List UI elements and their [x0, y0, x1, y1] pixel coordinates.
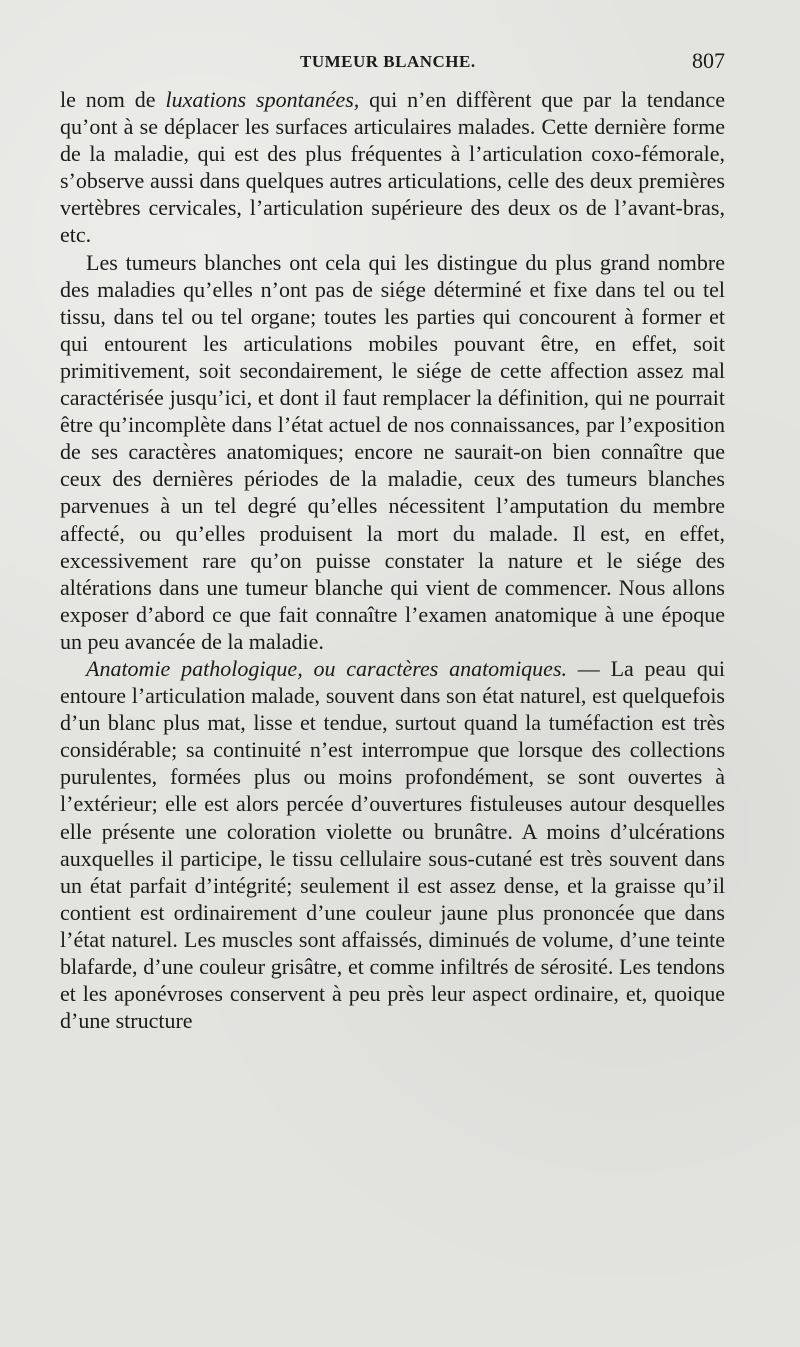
paragraph-3-text: — La peau qui entoure l’articulation malade, souvent dans son état naturel, est quelquefois d’un blanc plus mat, lisse et tendue, surtout quand la tuméfaction est très considérable; sa continuité n’est interrompue que lorsque des collections purulentes, formées plus ou moins profondément, se sont ouvertes à l’extérieur; elle est alors percée d’ouvertures fistuleuses autour desquelles elle présente une coloration violette ou brunâtre. A moins d’ulcérations auxquelles il participe, le tissu cellulaire sous-cutané est très souvent dans un état parfait d’intégrité; seulement il est assez dense, et la graisse qu’il contient est ordinairement d’une couleur jaune plus prononcée que dans l’état naturel. Les muscles sont affaissés, diminués de volume, d’une teinte blafarde, d’une couleur grisâtre, et comme infiltrés de sérosité. Les tendons et les aponévroses conservent à peu près leur aspect ordinaire, et, quoique d’une structure [60, 655, 725, 1034]
page-header [60, 48, 725, 82]
paragraph-3 [60, 655, 725, 1034]
body-text [60, 86, 725, 1034]
paragraph-1-term: luxations spontanées, [165, 87, 360, 112]
paragraph-1 [60, 86, 725, 249]
paragraph-2: Les tumeurs blanches ont cela qui les distingue du plus grand nombre des maladies qu’elles n’ont pas de siége déterminé et fixe dans tel ou tel tissu, dans tel ou tel organe; toutes les parties qui concourent à former et qui entourent les articulations mobiles pouvant être, en effet, soit primitivement, soit secondairement, le siége de cette affection assez mal caractérisée jusqu’ici, et dont il faut remplacer la définition, qui ne pourrait être qu’incomplète dans l’état actuel de nos connaissances, par l’exposition de ses caractères anatomiques; encore ne saurait-on bien connaître que ceux des dernières périodes de la maladie, ceux des tumeurs blanches parvenues à un tel degré qu’elles nécessitent l’amputation du membre affecté, ou qu’elles produisent la mort du malade. Il est, en effet, excessivement rare qu’on puisse constater la nature et le siége des altérations dans une tumeur blanche qui vient de commencer. Nous allons exposer d’abord ce que fait connaître l’examen anatomique à une époque un peu avancée de la maladie. [60, 249, 725, 654]
paragraph-1-lead: le nom de [60, 87, 166, 112]
paragraph-1-text: qui n’en diffèrent que par la tendance qu’ont à se déplacer les surfaces articulaires malades. Cette dernière forme de la maladie, qui est des plus fréquentes à l’articulation coxo-fémorale, s’observe aussi dans quelques autres articulations, celle des deux premières vertèbres cervicales, l’articulation supérieure des deux os de l’avant-bras, etc. [60, 87, 725, 248]
page-number: 807 [692, 48, 725, 73]
section-heading: Anatomie pathologique, ou caractères anatomiques. [86, 655, 568, 681]
running-head: TUMEUR BLANCHE. [300, 52, 476, 71]
